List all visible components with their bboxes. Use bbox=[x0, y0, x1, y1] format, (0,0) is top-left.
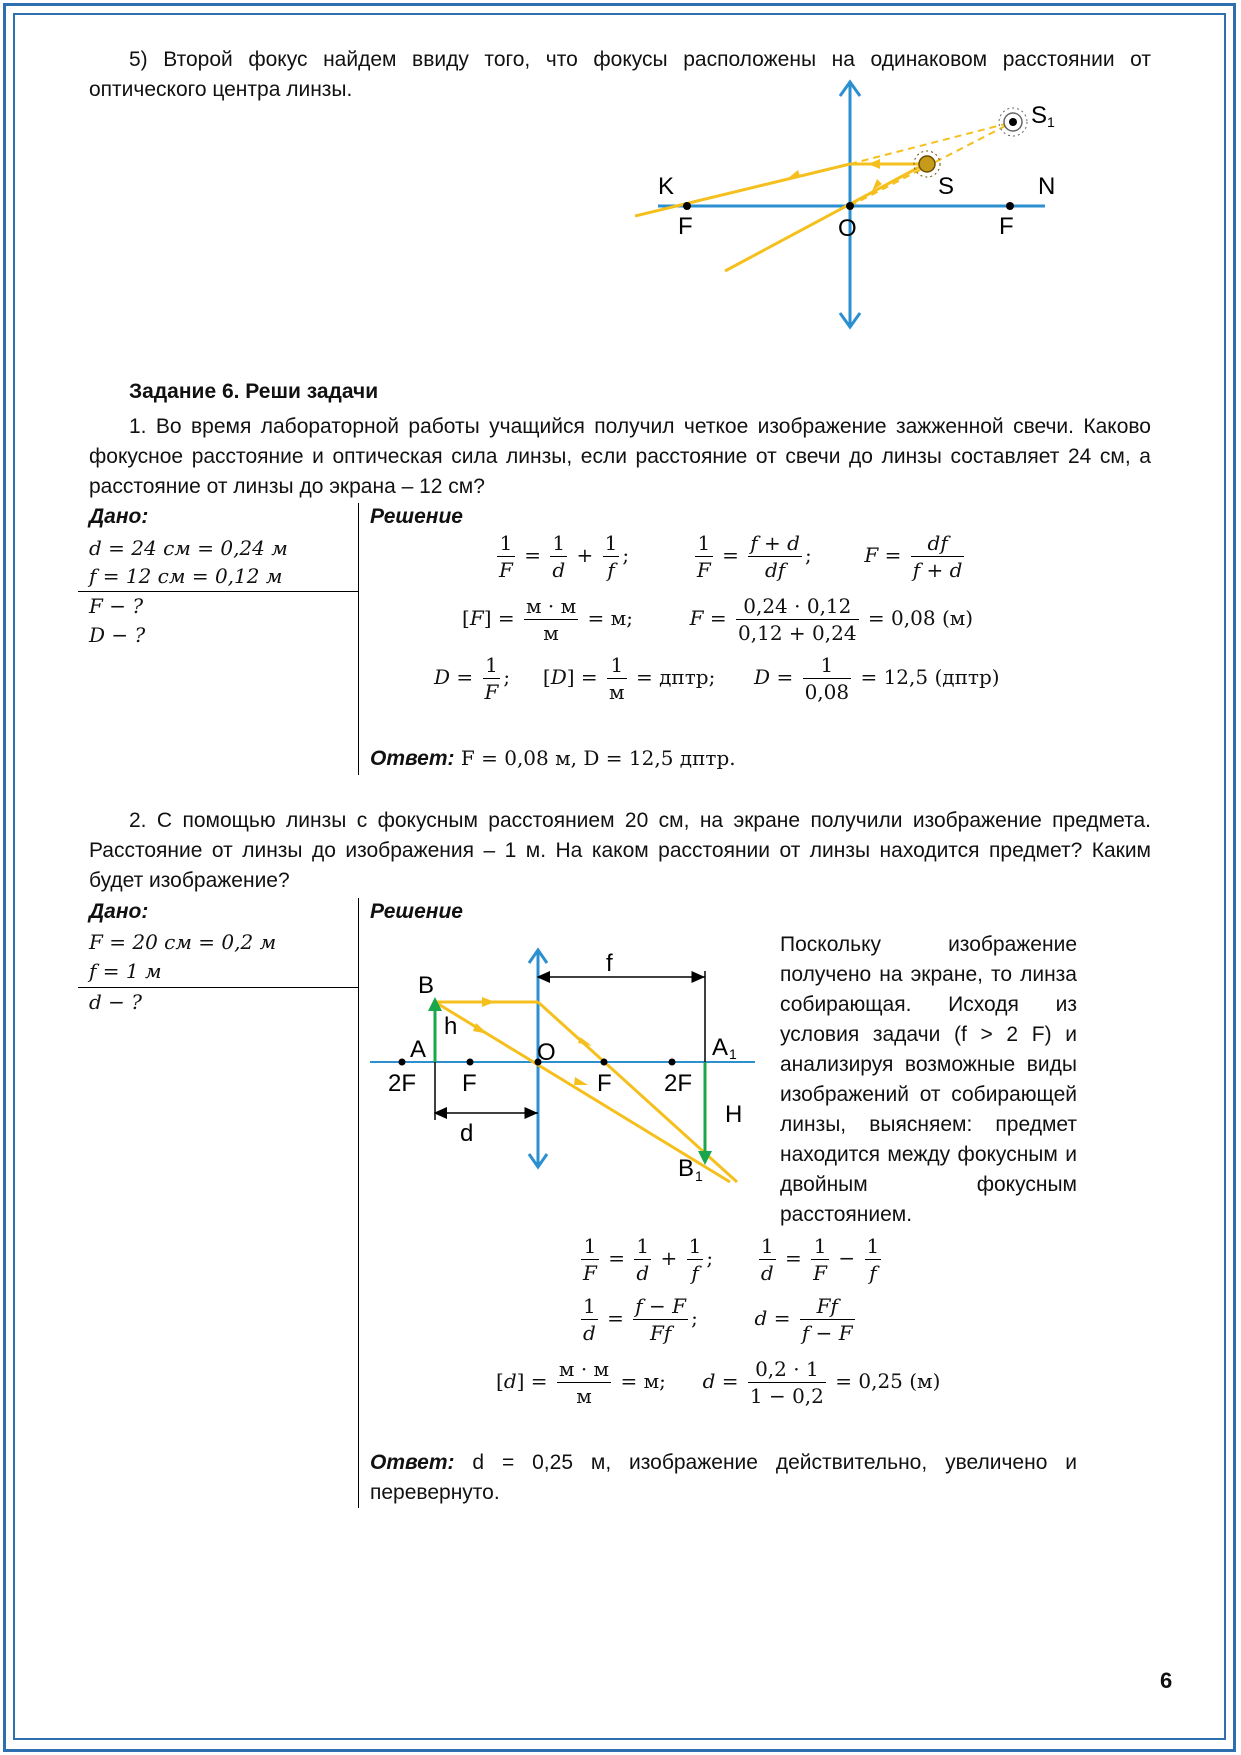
task2-answer-text: d = 0,25 м, изображение действительно, увеличено и перевернуто. bbox=[370, 1451, 1077, 1504]
task2-find-1: d − ? bbox=[89, 990, 142, 1014]
label-O: O bbox=[838, 215, 857, 242]
task2-given-1: F = 20 см = 0,2 м bbox=[89, 930, 277, 954]
center-dot bbox=[846, 202, 854, 210]
label-A1: A bbox=[712, 1034, 729, 1061]
label-2F-right: 2F bbox=[664, 1070, 693, 1097]
task2-formula-2: $\frac{1}{d}$ = $\frac{f - F}{Ff}$ ; d = $\frac{Ff}{f - F}$ bbox=[583, 1294, 853, 1345]
label-O: O bbox=[537, 1039, 556, 1066]
task1-answer bbox=[370, 746, 736, 771]
label-K: K bbox=[658, 173, 675, 200]
task2-formula-1: $\frac{1}{F}$ = $\frac{1}{d}$ + $\frac{1}{f}$ ; $\frac{1}{d}$ = $\frac{1}{F}$ − $\frac{1}{f}$ bbox=[583, 1234, 880, 1285]
task2-given-2: f = 1 м bbox=[89, 959, 162, 983]
label-h: h bbox=[444, 1013, 458, 1040]
label-S1: S bbox=[1031, 102, 1048, 129]
label-F-right: F bbox=[597, 1070, 612, 1097]
task2-explanation bbox=[370, 930, 1077, 1230]
label-2F-left: 2F bbox=[388, 1070, 417, 1097]
task2-vertical-divider bbox=[358, 898, 359, 1508]
image-S1-icon bbox=[999, 108, 1027, 136]
label-N: N bbox=[1038, 173, 1056, 200]
task1-text: 1. Во время лабораторной работы учащийся получил четкое изображение зажженной свечи. Каково фокусное расстояние и оптическая сила линзы, если расстояние от свечи до линзы составляет 24 см, а расстояние от линзы до экрана – 12 см? bbox=[89, 415, 1151, 498]
task1-find-1: F − ? bbox=[89, 594, 144, 618]
label-B1-sub: 1 bbox=[695, 1168, 703, 1184]
task1-formula-3: D = $\frac{1}{F}$ ; [D] = $\frac{1}{м}$ = дптр; D = $\frac{1}{0,08}$ = 12,5 (дптр) bbox=[434, 653, 1000, 704]
label-B: B bbox=[418, 972, 435, 999]
task1-formula-1: $\frac{1}{F}$ = $\frac{1}{d}$ + $\frac{1}{f}$ ; $\frac{1}{F}$ = $\frac{f + d}{df}$ ; F = $\frac{df}{f + d}$ bbox=[499, 531, 963, 582]
task2-given-divider bbox=[78, 987, 358, 988]
task-heading: Задание 6. Реши задачи bbox=[129, 380, 379, 403]
task1-given-2: f = 12 см = 0,12 м bbox=[89, 564, 283, 588]
task1-formula-2: [F] = $\frac{м \cdot м}{м}$ = м; F = $\frac{0,24 \cdot 0,12}{0,12 + 0,24}$ = 0,08 (м) bbox=[462, 594, 974, 645]
label-F-right: F bbox=[999, 213, 1014, 240]
task1-given-label: Дано: bbox=[89, 505, 149, 528]
task2-text: 2. С помощью линзы с фокусным расстоянием 20 см, на экране получили изображение предмета. Расстояние от линзы до изображения – 1 м. На каком расстоянии от линзы находится предмет? Каким будет изображение? bbox=[89, 809, 1151, 892]
task1-answer-label: Ответ: bbox=[370, 747, 455, 770]
task2-answer bbox=[370, 1448, 1077, 1508]
focus-right-dot bbox=[1006, 202, 1014, 210]
label-S1-sub: 1 bbox=[1047, 114, 1055, 130]
task1-vertical-divider bbox=[358, 503, 359, 775]
lens-diagram-1 bbox=[630, 78, 1070, 333]
ray-arrowhead bbox=[868, 159, 880, 169]
label-A: A bbox=[410, 1036, 427, 1063]
task2-given-label: Дано: bbox=[89, 900, 149, 923]
task1-given-1: d = 24 см = 0,24 м bbox=[89, 536, 288, 560]
task1-given-divider bbox=[78, 591, 358, 592]
task2-explanation-text: Поскольку изображение получено на экране, то линза собирающая. Исходя из условия задачи (f > 2 F) и анализируя возможные виды изображений от собирающей линзы, выясняем: предмет находится между фокусным и двойным фокусным расстоянием. bbox=[780, 933, 1077, 1226]
ray-through-center bbox=[725, 164, 925, 271]
label-F-left: F bbox=[678, 213, 693, 240]
label-f: f bbox=[606, 950, 613, 977]
label-H: H bbox=[725, 1101, 743, 1128]
paragraph-5: 5) Второй фокус найдем ввиду того, что фокусы расположены на одинаковом расстоянии от оптического центра линзы. bbox=[89, 48, 1151, 101]
label-S: S bbox=[938, 173, 955, 200]
focus-left-dot bbox=[683, 202, 691, 210]
label-A1-sub: 1 bbox=[729, 1046, 737, 1062]
label-F-left: F bbox=[462, 1070, 477, 1097]
label-d: d bbox=[460, 1120, 474, 1147]
task2-formula-3: [d] = $\frac{м \cdot м}{м}$ = м; d = $\frac{0,2 \cdot 1}{1 - 0,2}$ = 0,25 (м) bbox=[496, 1357, 941, 1408]
task1-answer-text: F = 0,08 м, D = 12,5 дптр. bbox=[454, 746, 736, 770]
task1-find-2: D − ? bbox=[89, 623, 146, 647]
task2-answer-label: Ответ: bbox=[370, 1451, 455, 1474]
task2-solution-label: Решение bbox=[370, 900, 463, 923]
figure-float-spacer bbox=[370, 930, 780, 1202]
label-B1: B bbox=[678, 1155, 695, 1182]
page-number: 6 bbox=[1160, 1668, 1173, 1693]
task1-solution-label: Решение bbox=[370, 505, 463, 528]
